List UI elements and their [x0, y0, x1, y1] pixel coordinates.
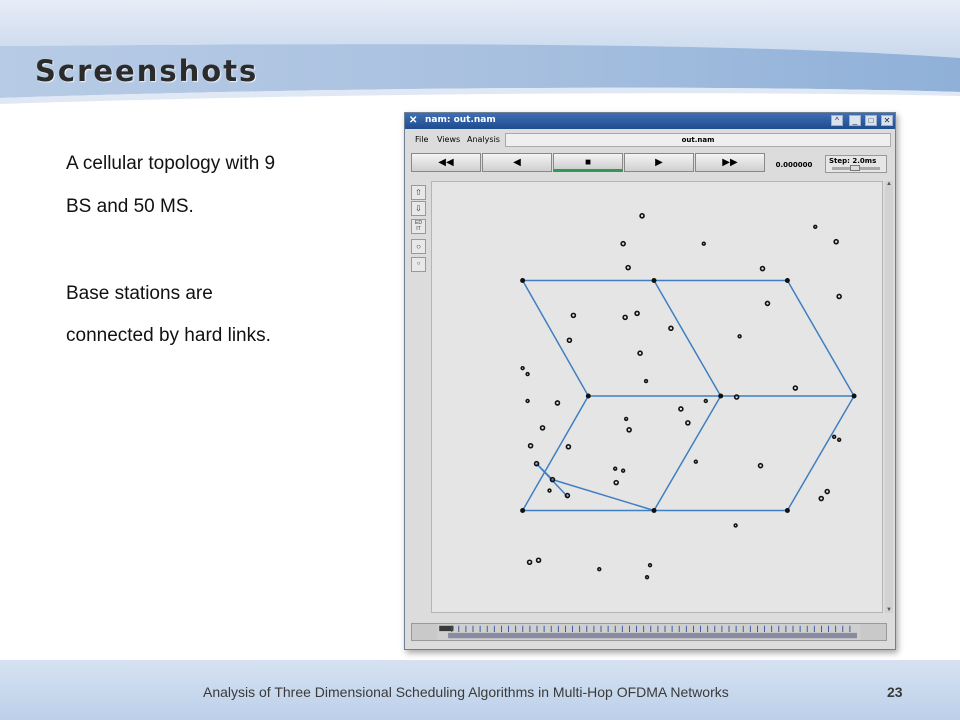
mobile-station: [623, 315, 627, 319]
window-title: nam: out.nam: [425, 115, 496, 125]
link: [787, 281, 854, 396]
mobile-station: [735, 395, 739, 399]
mobile-station: [759, 464, 763, 468]
mobile-station: [541, 426, 545, 430]
minimize-icon[interactable]: ^: [831, 115, 843, 126]
mobile-station: [694, 460, 697, 463]
mobile-station: [567, 338, 571, 342]
link: [552, 480, 654, 511]
scroll-down-icon[interactable]: ▼: [886, 607, 892, 613]
step-control[interactable]: [825, 155, 887, 173]
zoom-out-icon[interactable]: ⇩: [411, 201, 426, 216]
body-line-4: connected by hard links.: [66, 325, 271, 346]
mobile-station: [702, 242, 705, 245]
menu-views[interactable]: Views: [437, 135, 461, 144]
base-station: [652, 508, 657, 513]
mobile-station: [646, 576, 649, 579]
mobile-station: [649, 564, 652, 567]
footer-text: Analysis of Three Dimensional Scheduling Algorithms in Multi-Hop OFDMA Networks: [203, 684, 729, 700]
mobile-station: [548, 489, 551, 492]
stop-button[interactable]: ■: [553, 153, 623, 172]
timeline-bar[interactable]: [411, 623, 887, 641]
body-line-3: Base stations are: [66, 283, 213, 304]
play-button[interactable]: ▶: [624, 153, 694, 172]
page-number: 23: [887, 684, 903, 700]
menu-analysis[interactable]: Analysis: [467, 135, 500, 144]
mobile-station: [535, 462, 539, 466]
base-station: [718, 394, 723, 399]
mobile-station: [626, 266, 630, 270]
mobile-station: [528, 560, 532, 564]
mobile-station: [526, 400, 529, 403]
mobile-station: [621, 242, 625, 246]
nam-window: [404, 112, 896, 650]
link: [537, 464, 553, 480]
time-readout: 0.000000: [775, 161, 813, 169]
vertical-scrollbar[interactable]: [885, 181, 893, 613]
window-titlebar[interactable]: [405, 113, 895, 129]
link: [523, 396, 589, 510]
mobile-station: [825, 490, 829, 494]
body-line-1: A cellular topology with 9: [66, 153, 276, 174]
file-name-label: out.nam: [505, 133, 891, 147]
mobile-station: [837, 294, 841, 298]
close-icon[interactable]: ✕: [881, 115, 893, 126]
body-line-2: BS and 50 MS.: [66, 196, 194, 217]
link: [654, 396, 721, 510]
base-station: [785, 278, 790, 283]
mobile-station: [638, 351, 642, 355]
mobile-station: [521, 367, 524, 370]
mobile-station: [834, 240, 838, 244]
mobile-station: [598, 568, 601, 571]
link: [523, 281, 589, 396]
fast-forward-button[interactable]: ▶▶: [695, 153, 765, 172]
menu-file[interactable]: File: [415, 135, 429, 144]
topology-canvas[interactable]: [431, 181, 883, 613]
mobile-station: [669, 326, 673, 330]
mobile-station: [819, 497, 823, 501]
mobile-station: [765, 301, 769, 305]
circle-small-icon[interactable]: ○: [411, 257, 426, 272]
mobile-station: [625, 418, 628, 421]
rewind-button[interactable]: ◀◀: [411, 153, 481, 172]
link: [654, 281, 721, 396]
edit-icon[interactable]: ED IT: [411, 219, 426, 234]
scroll-up-icon[interactable]: ▲: [886, 181, 892, 187]
mobile-station: [614, 467, 617, 470]
mobile-station: [686, 421, 690, 425]
slide-title: Screenshots: [35, 54, 259, 88]
mobile-station: [566, 445, 570, 449]
mobile-station: [537, 558, 541, 562]
step-back-button[interactable]: ◀: [482, 153, 552, 172]
restore-icon[interactable]: □: [865, 115, 877, 126]
mobile-station: [529, 444, 533, 448]
base-station: [785, 508, 790, 513]
mobile-station: [645, 380, 648, 383]
header-band: [0, 0, 960, 105]
mobile-station: [622, 469, 625, 472]
mobile-station: [555, 401, 559, 405]
mobile-station: [571, 313, 575, 317]
mobile-station: [640, 214, 644, 218]
mobile-station: [734, 524, 737, 527]
mobile-station: [635, 311, 639, 315]
mobile-station: [679, 407, 683, 411]
base-station: [852, 394, 857, 399]
base-station: [520, 508, 525, 513]
mobile-station: [838, 438, 841, 441]
mobile-station: [833, 435, 836, 438]
mobile-station: [614, 481, 618, 485]
mobile-station: [704, 400, 707, 403]
mobile-station: [526, 373, 529, 376]
base-station: [586, 394, 591, 399]
base-station: [520, 278, 525, 283]
base-station: [652, 278, 657, 283]
zoom-in-icon[interactable]: ⇧: [411, 185, 426, 200]
mobile-station: [738, 335, 741, 338]
mobile-station: [761, 267, 765, 271]
x-icon: ✕: [409, 115, 418, 126]
hard-links: [523, 281, 854, 511]
mobile-station: [814, 225, 817, 228]
maximize-icon[interactable]: _: [849, 115, 861, 126]
link: [787, 396, 854, 510]
circle-large-icon[interactable]: ○: [411, 239, 426, 254]
step-label: Step: 2.0ms: [829, 157, 877, 165]
step-slider-handle[interactable]: [850, 165, 860, 171]
mobile-station: [627, 428, 631, 432]
mobile-station: [793, 386, 797, 390]
